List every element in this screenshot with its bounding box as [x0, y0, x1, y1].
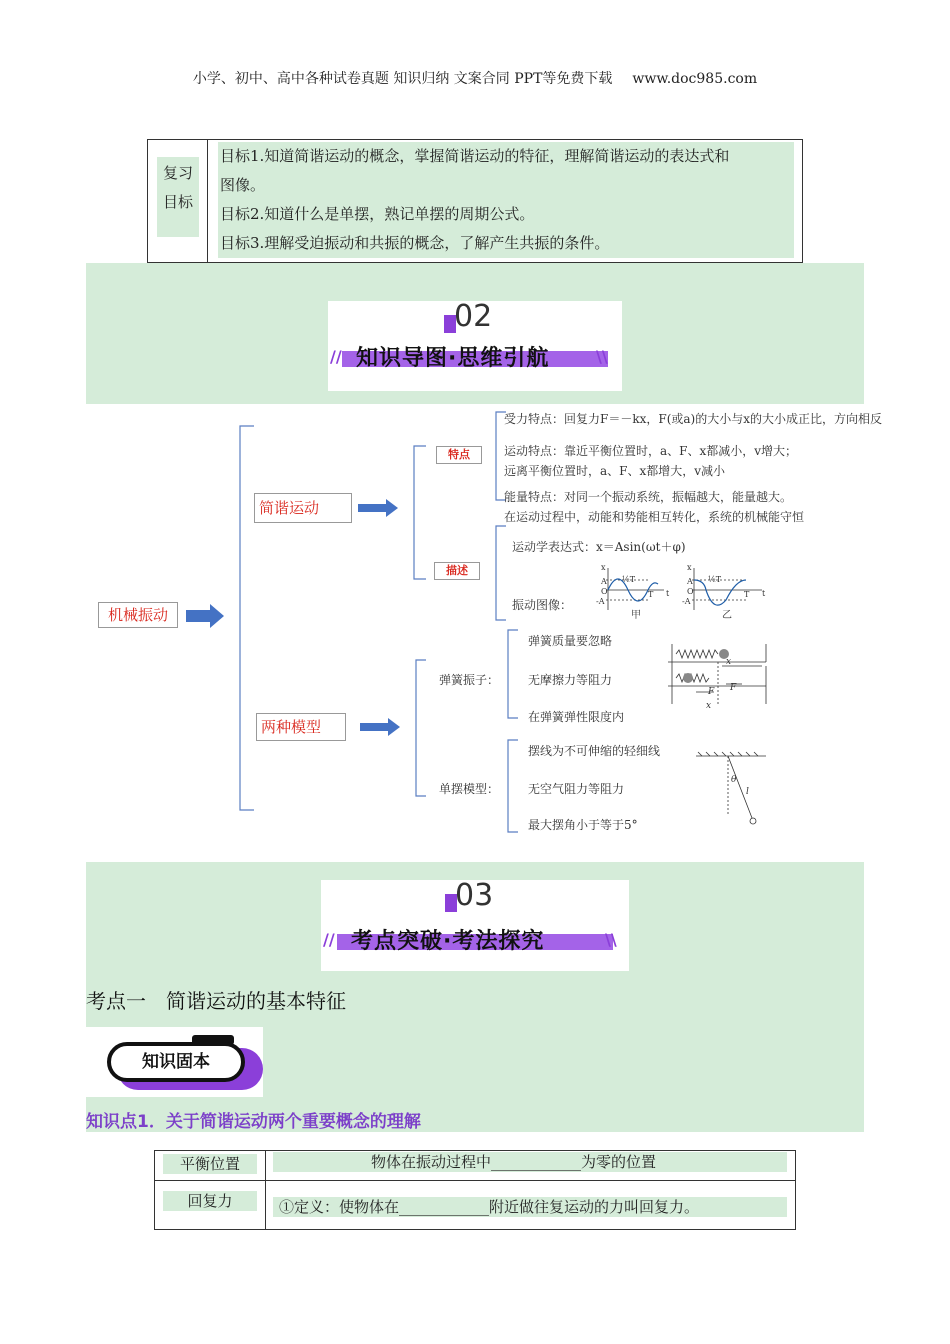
expression: 运动学表达式：x＝Asin(ωt＋φ)	[512, 540, 686, 554]
slash-decoration: //	[323, 930, 335, 949]
row1-label: 平衡位置	[163, 1154, 257, 1174]
svg-text:x: x	[706, 701, 712, 711]
svg-text:A: A	[687, 577, 693, 586]
header-url: www.doc985.com	[632, 71, 758, 87]
svg-text:½T: ½T	[708, 575, 722, 584]
knowledge-badge: 知识固本	[107, 1042, 245, 1082]
slash-decoration: \\	[605, 930, 617, 949]
feature-force: 受力特点：回复力F＝－kx，F(或a)的大小与x的大小成正比，方向相反	[504, 412, 882, 426]
goals-list	[218, 142, 794, 258]
graph-yi-label: 乙	[722, 610, 732, 621]
column-divider	[265, 1151, 266, 1229]
feature-energy: 能量特点：对同一个振动系统，振幅越大，能量越大。	[504, 490, 793, 504]
spring-item: 在弹簧弹性限度内	[528, 710, 625, 724]
svg-text:t: t	[666, 589, 670, 598]
svg-text:-A: -A	[596, 597, 605, 606]
row-divider	[155, 1180, 795, 1181]
spring-label: 弹簧振子：	[439, 673, 500, 687]
header-text: 小学、初中、高中各种试卷真题 知识归纳 文案合同 PPT等免费下载	[192, 71, 613, 87]
svg-text:T: T	[744, 590, 750, 599]
goals-label-cell	[148, 140, 208, 262]
row2-text: ①定义：使物体在____________附近做往复运动的力叫回复力。	[273, 1197, 787, 1217]
concept-table	[154, 1150, 796, 1230]
page-header	[0, 68, 950, 88]
feature-energy-2: 在运动过程中，动能和势能相互转化，系统的机械能守恒	[504, 510, 805, 524]
goal-line: 目标3.理解受迫振动和共振的概念，了解产生共振的条件。	[218, 229, 794, 258]
svg-text:t: t	[762, 589, 766, 598]
kaodian-heading	[86, 985, 346, 1014]
feature-motion-2: 远离平衡位置时，a、F、x都增大，v减小	[504, 464, 726, 478]
svg-text:l: l	[746, 787, 749, 797]
pendulum-item: 最大摆角小于等于5°	[528, 818, 638, 832]
review-goals-table	[147, 139, 803, 263]
feature-node: 特点	[436, 446, 482, 464]
section-title: 考点突破·考法探究	[351, 929, 545, 954]
svg-text:x: x	[726, 657, 732, 667]
goals-label-line: 复习	[162, 164, 193, 182]
spring-item: 弹簧质量要忽略	[528, 634, 613, 648]
goal-line: 目标2.知道什么是单摆，熟记单摆的周期公式。	[218, 200, 794, 229]
graph-label: 振动图像：	[512, 598, 573, 612]
spring-item: 无摩擦力等阻力	[528, 673, 613, 687]
svg-text:T: T	[648, 590, 654, 599]
goals-label	[157, 157, 199, 237]
section-number: 02	[454, 299, 493, 334]
feature-motion: 运动特点：靠近平衡位置时，a、F、x都减小，v增大；	[504, 444, 798, 458]
branch-simple-harmonic: 简谐运动	[254, 493, 352, 523]
svg-text:-A: -A	[682, 597, 691, 606]
goal-line: 目标1.知道简谐运动的概念，掌握简谐运动的特征，理解简谐运动的表达式和	[218, 142, 794, 171]
slash-decoration: //	[330, 347, 342, 366]
describe-node: 描述	[434, 562, 480, 580]
branch-two-models: 两种模型	[256, 713, 346, 741]
kaodian-title: 简谐运动的基本特征	[166, 989, 346, 1013]
svg-text:O: O	[601, 587, 608, 596]
root-node: 机械振动	[98, 602, 178, 628]
goals-label-line: 目标	[162, 193, 193, 211]
pendulum-item: 摆线为不可伸缩的轻细线	[528, 744, 661, 758]
svg-text:θ: θ	[731, 775, 737, 785]
svg-text:x: x	[601, 563, 606, 572]
section-02-banner	[328, 301, 622, 391]
row2-label: 回复力	[163, 1191, 257, 1211]
kaodian-label: 考点一	[86, 989, 146, 1013]
section-number: 03	[455, 878, 494, 913]
svg-text:A: A	[601, 577, 607, 586]
section-title: 知识导图·思维引航	[356, 346, 550, 371]
svg-text:x: x	[687, 563, 692, 572]
row1-text: 物体在振动过程中____________为零的位置	[273, 1152, 787, 1172]
pendulum-item: 无空气阻力等阻力	[528, 782, 625, 796]
knowledge-point-title: 知识点1．关于简谐运动两个重要概念的理解	[86, 1112, 421, 1132]
section-03-banner	[321, 880, 629, 971]
goal-line: 图像。	[218, 171, 794, 200]
pendulum-label: 单摆模型：	[439, 782, 500, 796]
mind-map	[86, 404, 950, 862]
svg-text:F: F	[708, 687, 715, 697]
slash-decoration: \\	[596, 347, 608, 366]
svg-text:O: O	[687, 587, 694, 596]
svg-text:½T: ½T	[622, 575, 636, 584]
svg-text:F: F	[730, 683, 737, 693]
graph-jia-label: 甲	[631, 610, 641, 621]
